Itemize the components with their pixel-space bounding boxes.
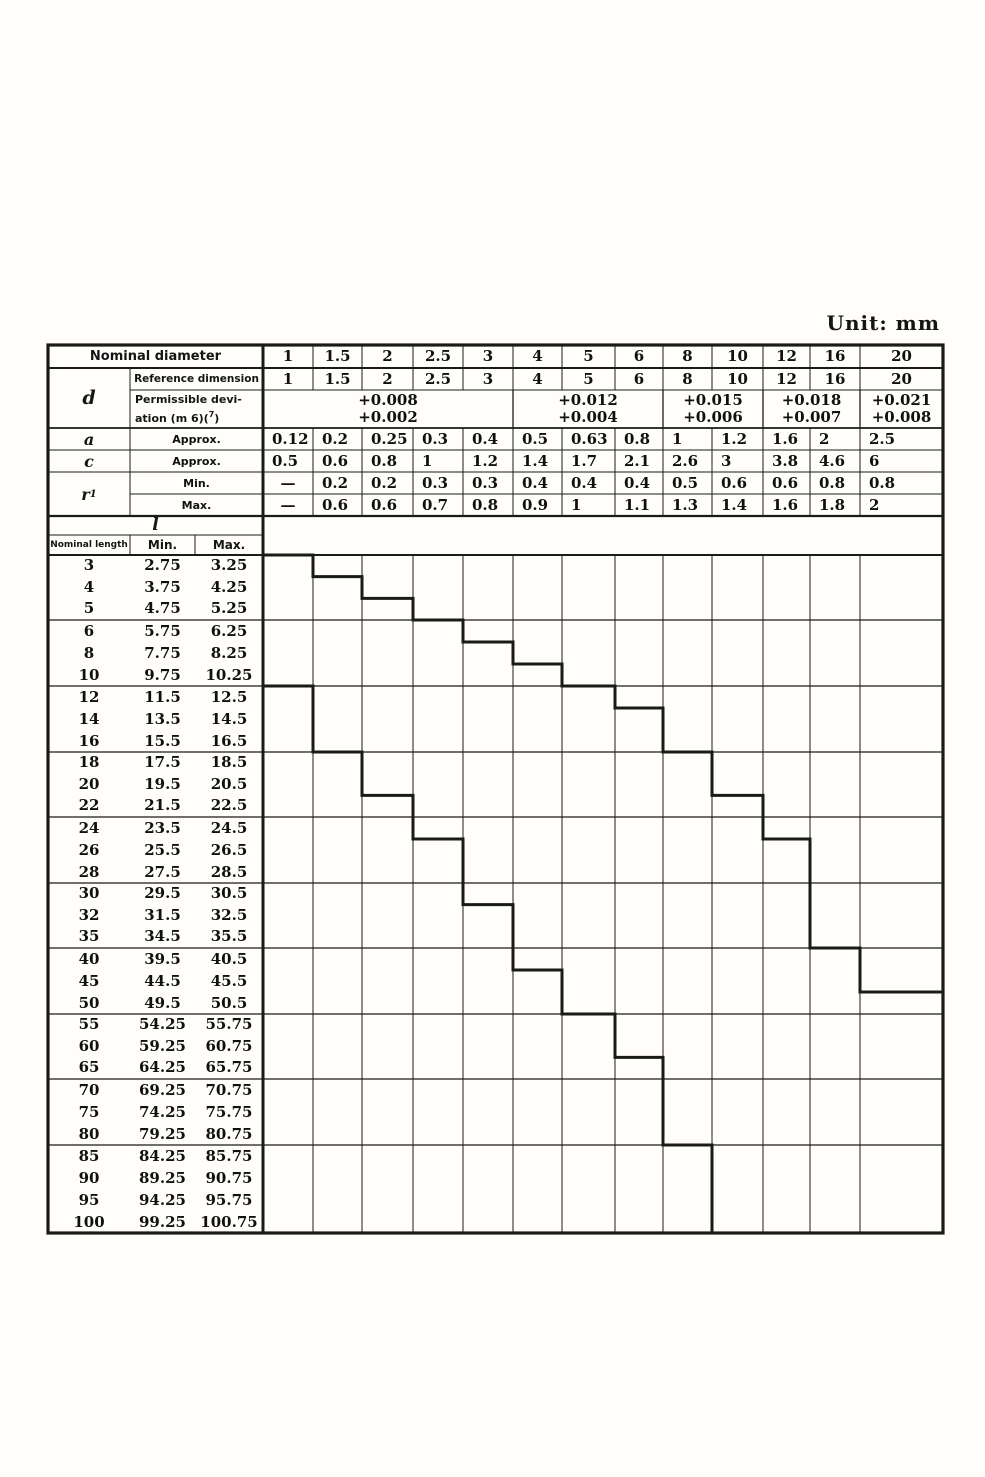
- length-nominal: 24: [78, 819, 100, 837]
- length-min: 99.25: [139, 1213, 186, 1231]
- length-nominal: 70: [78, 1081, 100, 1099]
- length-min: 74.25: [139, 1103, 186, 1121]
- length-section-label: l: [152, 514, 159, 535]
- r1-min-value: 0.6: [772, 474, 799, 492]
- r1-min-value: 0.4: [624, 474, 651, 492]
- length-nominal: 55: [78, 1015, 100, 1033]
- r1-min-value: 0.4: [571, 474, 598, 492]
- length-max: 100.75: [200, 1213, 258, 1231]
- length-min: 64.25: [139, 1058, 186, 1077]
- length-max: 55.75: [205, 1015, 253, 1033]
- length-min: 54.25: [139, 1015, 186, 1033]
- length-min: 44.5: [144, 972, 181, 990]
- length-nominal: 75: [78, 1103, 100, 1121]
- length-nominal: 50: [78, 994, 100, 1012]
- max-length-boundary-line: [263, 686, 712, 1233]
- permissible-deviation-label: [130, 390, 263, 428]
- length-max: 75.75: [205, 1103, 253, 1121]
- r1-min-value: 0.3: [472, 474, 499, 492]
- c-value: 1.7: [571, 452, 598, 470]
- length-min: 2.75: [144, 556, 181, 574]
- c-value: 6: [869, 452, 880, 470]
- diameter-value: 20: [891, 347, 912, 365]
- length-max: 20.5: [210, 774, 248, 793]
- c-value: 0.6: [322, 452, 349, 470]
- length-min: 49.5: [144, 994, 181, 1012]
- length-max: 10.25: [205, 666, 253, 684]
- length-nominal: 32: [78, 905, 100, 924]
- diameter-value: 1.5: [324, 347, 351, 365]
- length-nominal: 60: [78, 1036, 100, 1055]
- length-nominal: 26: [78, 841, 100, 859]
- length-min: 29.5: [144, 884, 181, 902]
- unit-label: Unit: mm: [826, 311, 940, 335]
- length-nominal: 45: [78, 972, 100, 990]
- diameter-value: 5: [583, 347, 594, 365]
- r1-max-value: 2: [869, 496, 880, 514]
- deviation-lower-value: +0.006: [683, 408, 743, 426]
- reference-dimension-value: 20: [891, 370, 912, 388]
- reference-dimension-value: 1.5: [324, 370, 351, 388]
- c-value: 1: [422, 452, 433, 470]
- length-nominal: 12: [78, 688, 100, 706]
- a-value: 0.2: [322, 430, 349, 448]
- c-value: 0.5: [272, 452, 299, 470]
- a-value: 2: [819, 430, 830, 448]
- reference-dimension-value: 12: [776, 370, 797, 388]
- reference-dimension-value: 10: [727, 370, 748, 388]
- deviation-lower-value: +0.004: [558, 408, 618, 426]
- r1-max-value: 0.6: [322, 496, 349, 514]
- length-max: 80.75: [205, 1125, 253, 1143]
- reference-dimension-value: 3: [482, 370, 494, 388]
- length-min: 79.25: [139, 1125, 186, 1143]
- diameter-value: 10: [727, 347, 748, 365]
- length-min: 5.75: [144, 622, 181, 640]
- r1-max-value: 1.4: [721, 496, 748, 514]
- length-min: 34.5: [144, 927, 181, 946]
- length-max: 32.5: [210, 905, 248, 924]
- length-nominal: 16: [78, 732, 100, 750]
- length-nominal: 30: [78, 884, 100, 902]
- length-min: 9.75: [144, 666, 181, 684]
- length-min: 11.5: [144, 688, 181, 706]
- length-nominal: 28: [78, 863, 100, 881]
- c-value: 1.4: [522, 452, 549, 470]
- length-min: 69.25: [139, 1081, 186, 1099]
- a-value: 0.63: [571, 430, 608, 448]
- length-min: 19.5: [144, 774, 181, 793]
- c-value: 2.1: [624, 452, 651, 470]
- length-nominal: 18: [78, 753, 100, 771]
- r1-min-label: Min.: [183, 476, 210, 490]
- r1-min-value: 0.2: [322, 474, 349, 492]
- reference-dimension-value: 4: [532, 370, 543, 388]
- r1-min-value: 0.4: [522, 474, 549, 492]
- diameter-value: 1: [282, 347, 294, 365]
- length-nominal: 8: [83, 644, 95, 662]
- length-max: 18.5: [210, 753, 248, 771]
- length-min: 89.25: [139, 1169, 186, 1187]
- length-min: 25.5: [144, 841, 181, 859]
- reference-dimension-label: Reference dimension: [134, 373, 259, 385]
- diameter-value: 12: [776, 347, 797, 365]
- length-min: 17.5: [144, 753, 181, 771]
- a-approx-label: Approx.: [172, 432, 221, 446]
- length-min: 59.25: [139, 1036, 186, 1055]
- deviation-lower-value: +0.008: [871, 408, 932, 426]
- deviation-upper-value: +0.021: [871, 391, 932, 409]
- d-row-label: d: [82, 387, 96, 409]
- a-value: 2.5: [869, 430, 896, 448]
- length-max: 14.5: [210, 710, 248, 728]
- diameter-value: 2: [382, 347, 393, 365]
- length-max: 26.5: [210, 841, 248, 859]
- length-min: 21.5: [144, 796, 181, 815]
- length-nominal: 65: [78, 1058, 100, 1077]
- a-value: 0.25: [371, 430, 408, 448]
- length-min: 13.5: [144, 710, 181, 728]
- length-nominal: 80: [78, 1125, 100, 1143]
- a-value: 1: [672, 430, 683, 448]
- r1-min-value: 0.3: [422, 474, 449, 492]
- length-nominal: 6: [83, 622, 95, 640]
- length-max: 65.75: [205, 1058, 253, 1077]
- length-min: 39.5: [144, 950, 181, 968]
- length-max: 5.25: [210, 599, 248, 618]
- deviation-lower-value: +0.002: [358, 408, 418, 426]
- length-max: 45.5: [210, 972, 248, 990]
- c-approx-label: Approx.: [172, 454, 221, 468]
- a-value: 0.5: [522, 430, 549, 448]
- r1-max-value: 0.7: [422, 496, 449, 514]
- length-nominal: 85: [78, 1147, 100, 1165]
- deviation-label-line2: ation (m 6)($^7$): [135, 410, 220, 425]
- r1-max-value: 0.8: [472, 496, 499, 514]
- r1-max-value: 1: [571, 496, 582, 514]
- length-max: 30.5: [210, 884, 248, 902]
- length-min-header: Min.: [147, 538, 178, 552]
- reference-dimension-value: 8: [682, 370, 693, 388]
- a-value: 0.12: [272, 430, 309, 448]
- deviation-upper-value: +0.012: [558, 391, 618, 409]
- length-min: 3.75: [144, 577, 181, 596]
- length-nominal: 4: [83, 577, 95, 596]
- length-nominal: 3: [83, 556, 95, 574]
- reference-dimension-value: 2: [382, 370, 393, 388]
- deviation-lower-value: +0.007: [781, 408, 842, 426]
- r1-min-value: 0.5: [672, 474, 699, 492]
- length-nominal: 14: [78, 710, 100, 728]
- c-value: 1.2: [472, 452, 499, 470]
- r1-max-value: 0.6: [371, 496, 398, 514]
- a-value: 1.6: [772, 430, 799, 448]
- length-nominal: 40: [78, 950, 100, 968]
- length-nominal: 5: [83, 599, 95, 618]
- length-max: 35.5: [210, 927, 248, 946]
- deviation-upper-value: +0.018: [781, 391, 842, 409]
- length-max: 12.5: [210, 688, 248, 706]
- length-nominal: 35: [78, 927, 100, 946]
- deviation-label-line1: Permissible devi-: [135, 393, 242, 406]
- r1-max-value: 0.9: [522, 496, 549, 514]
- length-min: 15.5: [144, 732, 181, 750]
- length-max: 90.75: [205, 1169, 253, 1187]
- c-value: 3: [721, 452, 732, 470]
- a-value: 1.2: [721, 430, 748, 448]
- nominal-length-header: Nominal length: [50, 540, 128, 550]
- r1-max-value: 1.8: [819, 496, 846, 514]
- deviation-upper-value: +0.015: [683, 391, 743, 409]
- length-max: 28.5: [210, 863, 248, 881]
- length-max: 85.75: [205, 1147, 253, 1165]
- length-min: 27.5: [144, 863, 181, 881]
- a-value: 0.4: [472, 430, 499, 448]
- length-nominal: 22: [78, 796, 100, 815]
- length-nominal: 100: [73, 1213, 105, 1231]
- length-max: 70.75: [205, 1081, 253, 1099]
- length-min: 23.5: [144, 819, 181, 837]
- length-min: 84.25: [139, 1147, 186, 1165]
- length-nominal: 20: [78, 774, 100, 793]
- length-min: 31.5: [144, 905, 181, 924]
- diameter-value: 8: [682, 347, 693, 365]
- c-value: 0.8: [371, 452, 398, 470]
- reference-dimension-value: 2.5: [424, 370, 452, 388]
- r1-min-value: 0.8: [869, 474, 896, 492]
- length-max: 24.5: [210, 819, 248, 837]
- r1-min-value: 0.2: [371, 474, 398, 492]
- nominal-diameter-header: Nominal diameter: [89, 349, 222, 364]
- length-nominal: 10: [78, 666, 100, 684]
- c-value: 3.8: [772, 452, 799, 470]
- a-value: 0.3: [422, 430, 449, 448]
- reference-dimension-value: 16: [824, 370, 846, 388]
- length-min: 7.75: [144, 644, 181, 662]
- c-value: 4.6: [819, 452, 846, 470]
- length-max: 95.75: [205, 1191, 253, 1209]
- length-nominal: 90: [78, 1169, 100, 1187]
- length-max: 60.75: [205, 1036, 253, 1055]
- reference-dimension-value: 1: [282, 370, 294, 388]
- r1-max-label: Max.: [181, 498, 212, 512]
- diameter-value: 2.5: [424, 347, 452, 365]
- r1-max-value: —: [280, 496, 296, 514]
- r1-min-value: —: [280, 474, 296, 492]
- length-max: 4.25: [210, 577, 248, 596]
- footnote-ref: 7: [208, 410, 215, 419]
- length-min: 94.25: [139, 1191, 186, 1209]
- c-value: 2.6: [672, 452, 699, 470]
- r1-min-value: 0.8: [819, 474, 846, 492]
- r1-max-value: 1.6: [772, 496, 799, 514]
- diameter-value: 16: [824, 347, 846, 365]
- length-max: 50.5: [210, 994, 248, 1012]
- length-max: 3.25: [210, 556, 248, 574]
- a-row-label: a: [83, 429, 95, 449]
- length-max: 22.5: [210, 796, 248, 815]
- min-length-boundary-line: [263, 555, 943, 992]
- r1-row-label: r 1: [81, 484, 97, 504]
- length-max-header: Max.: [212, 538, 246, 552]
- reference-dimension-value: 6: [633, 370, 645, 388]
- length-max: 8.25: [210, 644, 248, 662]
- r1-min-value: 0.6: [721, 474, 748, 492]
- r1-max-value: 1.1: [624, 496, 651, 514]
- length-min: 4.75: [144, 599, 181, 618]
- length-nominal: 95: [78, 1191, 100, 1209]
- deviation-upper-value: +0.008: [358, 391, 418, 409]
- r1-max-value: 1.3: [672, 496, 699, 514]
- a-value: 0.8: [624, 430, 651, 448]
- length-max: 16.5: [210, 732, 248, 750]
- diameter-value: 3: [482, 347, 494, 365]
- c-row-label: c: [84, 451, 94, 471]
- length-max: 6.25: [210, 622, 248, 640]
- diameter-value: 6: [633, 347, 645, 365]
- diameter-value: 4: [532, 347, 543, 365]
- length-max: 40.5: [210, 950, 248, 968]
- reference-dimension-value: 5: [583, 370, 594, 388]
